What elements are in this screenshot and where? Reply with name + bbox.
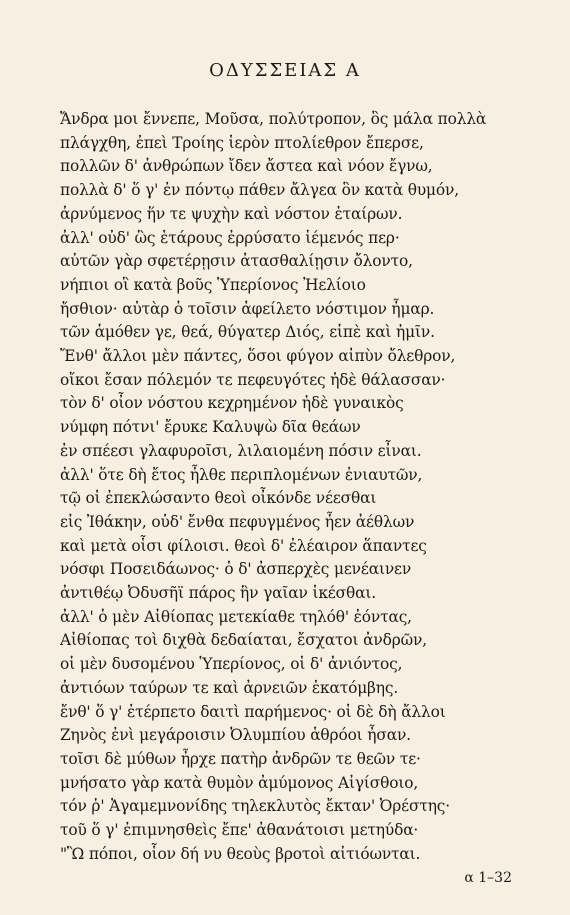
verse-line: Ζηνὸς ἐνὶ μεγάροισιν Ὀλυμπίου ἁθρόοι ἦσαν.: [60, 726, 411, 745]
verse-line: οἱ μὲν δυσομένου Ὑπερίονος, οἱ δ' ἀνιόντος,: [60, 655, 403, 674]
verse-line: οἴκοι ἔσαν πόλεμόν τε πεφευγότες ἠδὲ θάλασσαν·: [60, 370, 446, 389]
verse-line: ἀντιθέῳ Ὀδυσῆϊ πάρος ἣν γαῖαν ἱκέσθαι.: [60, 584, 376, 603]
verse-line: ἀρνύμενος ἥν τε ψυχὴν καὶ νόστον ἑταίρων.: [60, 204, 403, 223]
verse-line: καὶ μετὰ οἷσι φίλοισι. θεοὶ δ' ἐλέαιρον ἅπαντες: [60, 536, 427, 555]
verse-line: νήπιοι οἳ κατὰ βοῦς Ὑπερίονος Ἠελίοιο: [60, 275, 366, 294]
verse-line: Ἔνθ' ἄλλοι μὲν πάντες, ὅσοι φύγον αἰπὺν ὄλεθρον,: [60, 347, 456, 366]
verse-line: ἀλλ' οὐδ' ὣς ἑτάρους ἐρρύσατο ἱέμενός περ·: [60, 228, 400, 247]
verse-line: ἀλλ' ὅτε δὴ ἔτος ἦλθε περιπλομένων ἐνιαυτῶν,: [60, 465, 423, 484]
verse-line: ἐν σπέεσι γλαφυροῖσι, λιλαιομένη πόσιν εἶναι.: [60, 441, 422, 460]
verse-line: τὸν δ' οἶον νόστου κεχρημένον ἠδὲ γυναικὸς: [60, 394, 404, 413]
verse-line: εἰς Ἰθάκην, οὐδ' ἔνθα πεφυγμένος ἦεν ἀέθλων: [60, 512, 415, 531]
verse-line: αὐτῶν γὰρ σφετέρῃσιν ἀτασθαλίῃσιν ὄλοντο,: [60, 252, 413, 271]
verse-line: τῷ οἱ ἐπεκλώσαντο θεοὶ οἶκόνδε νέεσθαι: [60, 489, 377, 508]
verse-line: ἤσθιον· αὐτὰρ ὁ τοῖσιν ἀφείλετο νόστιμον ἦμαρ.: [60, 299, 435, 318]
verse-line: τόν ῥ' Ἀγαμεμνονίδης τηλεκλυτὸς ἔκταν' Ὀρέστης·: [60, 797, 450, 816]
verse-line: "Ὢ πόποι, οἷον δή νυ θεοὺς βροτοὶ αἰτιόωνται.: [60, 844, 421, 863]
verse-line: ἔνθ' ὅ γ' ἐτέρπετο δαιτὶ παρήμενος· οἱ δὲ δὴ ἄλλοι: [60, 702, 446, 721]
verse-line: νόσφι Ποσειδάωνος· ὁ δ' ἀσπερχὲς μενέαινεν: [60, 560, 412, 579]
verse-line: τοῦ ὅ γ' ἐπιμνησθεὶς ἔπε' ἀθανάτοισι μετηύδα·: [60, 821, 419, 840]
verse-line: ἀντιόων ταύρων τε καὶ ἀρνειῶν ἑκατόμβης.: [60, 678, 399, 697]
verse-line: μνήσατο γὰρ κατὰ θυμὸν ἀμύμονος Αἰγίσθοιο,: [60, 773, 419, 792]
running-head: ΟΔΥΣΣΕΙΑΣ Α: [209, 60, 361, 81]
verse-line: πολλῶν δ' ἀνθρώπων ἴδεν ἄστεα καὶ νόον ἔγνω,: [60, 157, 433, 176]
verse-line: τοῖσι δὲ μύθων ἦρχε πατὴρ ἀνδρῶν τε θεῶν τε·: [60, 749, 421, 768]
verse-line: Ἄνδρα μοι ἔννεπε, Μοῦσα, πολύτροπον, ὃς μάλα πολλὰ: [60, 110, 487, 128]
verse-line: ἀλλ' ὁ μὲν Αἰθίοπας μετεκίαθε τηλόθ' ἐόντας,: [60, 607, 412, 626]
verse-line: Αἰθίοπας τοὶ διχθὰ δεδαίαται, ἔσχατοι ἀνδρῶν,: [60, 631, 427, 650]
verse-line: τῶν ἁμόθεν γε, θεά, θύγατερ Διός, εἰπὲ καὶ ἡμῖν.: [60, 323, 435, 342]
verse-line: πολλὰ δ' ὅ γ' ἐν πόντῳ πάθεν ἄλγεα ὃν κατὰ θυμόν,: [60, 181, 459, 200]
verse-block: [60, 108, 515, 867]
folio-line-range: α 1–32: [464, 870, 512, 886]
verse-line: νύμφη πότνι' ἔρυκε Καλυψὼ δῖα θεάων: [60, 418, 361, 437]
verse-line: πλάγχθη, ἐπεὶ Τροίης ἱερὸν πτολίεθρον ἔπερσε,: [60, 133, 424, 152]
